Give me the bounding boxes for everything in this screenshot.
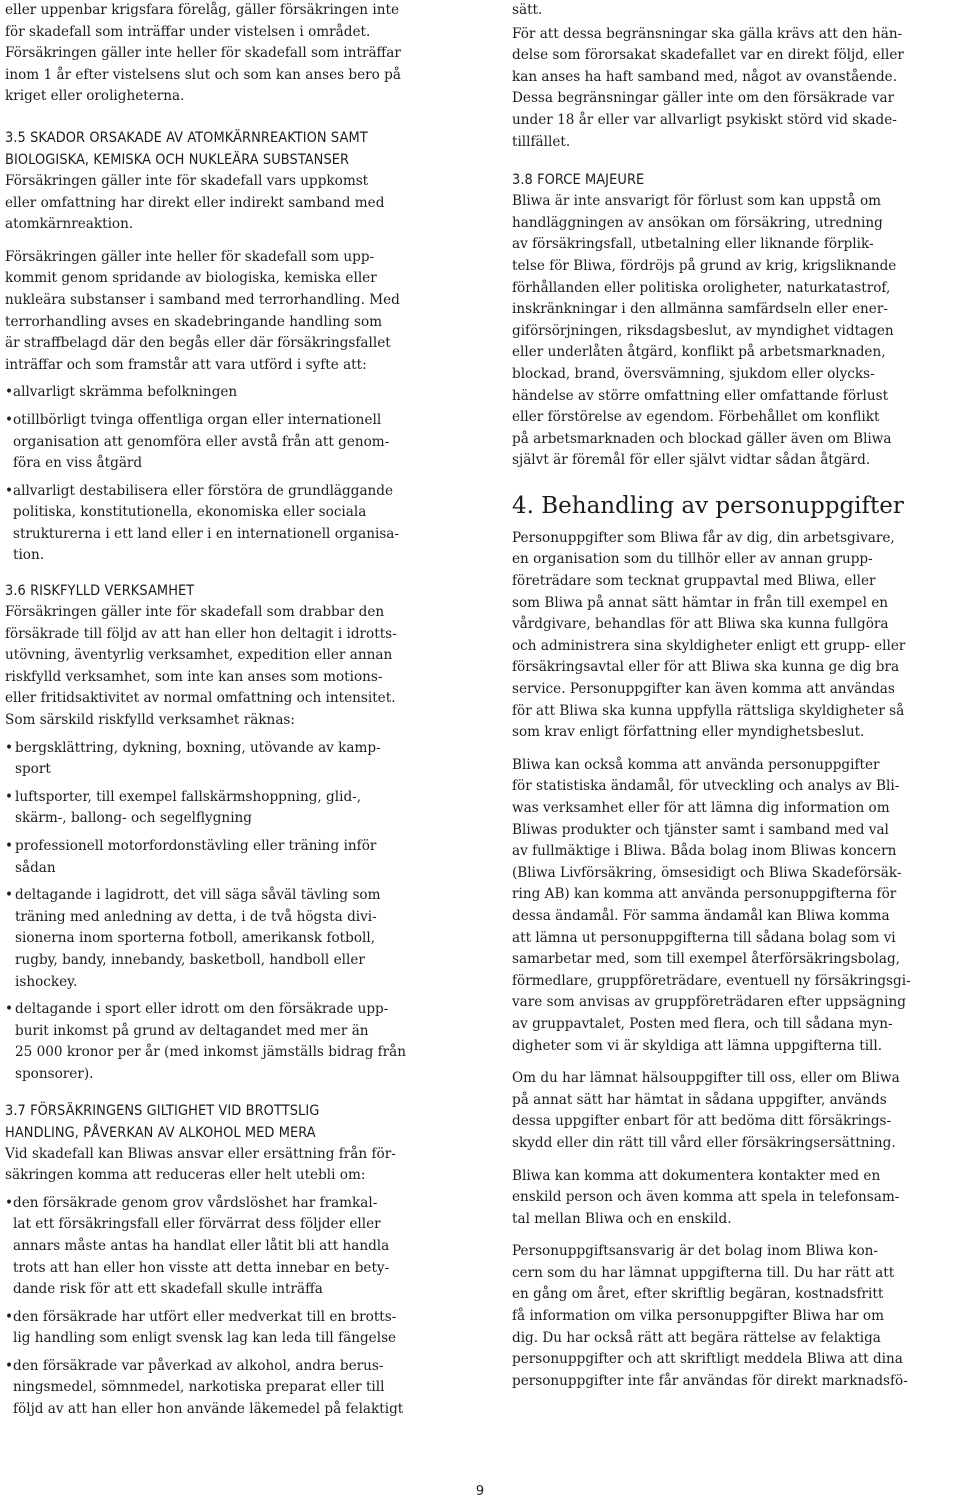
list-item: • luftsporter, till exempel fallskärmshoppning, glid-, skärm-, ballong- och segelflygning [5,787,467,830]
section-3-8-paragraph-1: Bliwa är inte ansvarigt för förlust som kan uppstå om handläggningen av ansökan om försäkring, utredning av försäkringsfall, utbetalning eller liknande förplik- telse för Bliwa, fördröjs på grund av krig, krigsliknande förhållanden eller politiska oroligheter, naturkatastrof, inskränkningar i den allmänna samfärdseln eller ener- giförsörjningen, riksdagsbeslut, av myndighet vidtagen eller underlåten åtgärd, konflikt på arbetsmarknaden, blockad, brand, översvämning, sjukdom eller olycks- händelse av större omfattning eller omfattande förlust eller förstörelse av egendom. Förbehållet om konflikt på arbetsmarknaden och blockad gäller även om Bliwa självt är föremål för eller självt vidtar sådan åtgärd. [512,193,897,469]
page-number: 9 [475,1484,485,1499]
list-item: • den försäkrade genom grov vårdslöshet har framkal- lat ett försäkringsfall eller förvärrat dess följder eller annars måste antas ha handlat eller låtit bli att handla trots att han eller hon visste att detta innebar en bety- dande risk för att ett skadefall skulle inträffa [5,1193,467,1301]
section-3-5-paragraph-1: Försäkringen gäller inte för skadefall vars uppkomst eller omfattning har direkt eller indirekt samband med atomkärnreaktion. [5,172,385,233]
list-item: • deltagande i sport eller idrott om den försäkrade upp- burit inkomst på grund av deltagandet med mer än 25 000 kronor per år (med inkomst jämställs bidrag från sponsorer). [5,999,467,1085]
list-item: • otillbörligt tvinga offentliga organ eller internationell organisation att genomföra eller avstå från att genom- föra en viss åtgärd [5,410,467,475]
list-item: • professionell motorfordonstävling eller träning inför sådan [5,836,467,879]
section-4-paragraph-1: Personuppgifter som Bliwa får av dig, din arbetsgivare, en organisation som du tillhör eller av annan grupp- företrädare som tecknat gruppavtal med Bliwa, eller som Bliwa på annat sätt hämtar in från till exempel en vårdgivare, behandlas för att Bliwa ska kunna fullgöra och administrera sina skyldigheter enligt ett grupp- eller försäkringsavtal eller för att Bliwa ska kunna ge dig bra service. Personuppgifter kan även komma att användas för att Bliwa ska kunna uppfylla rättsliga skyldigheter så som krav enligt författning eller myndighetsbeslut. [512,529,906,741]
list-item: • den försäkrade har utfört eller medverkat till en brotts- lig handling som enligt svensk lag kan leda till fängelse [5,1307,467,1350]
section-4-heading: 4. Behandling av personuppgifter [512,492,904,519]
list-item: • allvarligt destabilisera eller förstöra de grundläggande politiska, konstitutionella, ekonomiska eller sociala strukturerna i ett land eller i en internationell organisa- tion. [5,481,467,567]
limitations-paragraph: För att dessa begränsningar ska gälla krävs att den hän- delse som förorsakat skadefallet var en direkt följd, eller kan anses ha haft samband med, något av ovanstående. Dessa begränsningar gäller inte om den försäkrade var under 18 år eller var allvarligt psykiskt störd vid skade- tillfället. [512,25,904,150]
section-4-paragraph-4: Bliwa kan komma att dokumentera kontakter med en enskild person och även komma att spela in telefonsam- tal mellan Bliwa och en enskild. [512,1167,900,1227]
section-4-paragraph-5: Personuppgiftsansvarig är det bolag inom Bliwa kon- cern som du har lämnat uppgifterna till. Du har rätt att en gång om året, efter skriftlig begäran, kostnadsfritt få information om vilka personuppgifter Bliwa har om dig. Du har också rätt att begära rättelse av felaktiga personuppgifter och att skriftligt meddela Bliwa att dina personuppgifter inte får användas för direkt marknadsfö- [512,1243,908,1389]
section-3-5-heading: 3.5 SKADOR ORSAKADE AV ATOMKÄRNREAKTION SAMT BIOLOGISKA, KEMISKA OCH NUKLEÄRA SUBSTANSER [5,129,368,168]
continued-text: sätt. [512,2,543,18]
list-item: • den försäkrade var påverkad av alkohol, andra berus- ningsmedel, sömnmedel, narkotiska preparat eller till följd av att han eller hon använde läkemedel på felaktigt [5,1356,467,1421]
section-3-8-heading: 3.8 FORCE MAJEURE [512,172,645,189]
section-3-7-paragraph-1: Vid skadefall kan Bliwas ansvar eller ersättning från för- säkringen komma att reduceras eller helt utebli om: [5,1145,396,1184]
section-3-5-list [5,382,467,567]
list-item: • bergsklättring, dykning, boxning, utövande av kamp- sport [5,738,467,781]
left-column [5,0,467,1427]
section-4-paragraph-2: Bliwa kan också komma att använda personuppgifter för statistiska ändamål, för utveckling och analys av Bli- was verksamhet eller för att lämna dig information om Bliwas produkter och tjänster samt i samband med val av fullmäktige i Bliwa. Båda bolag inom Bliwas koncern (Bliwa Livförsäkring, ömsesidigt och Bliwa Skadeförsäk- ring AB) kan komma att använda personuppgifterna för dessa ändamål. För samma ändamål kan Bliwa komma att lämna ut personuppgifterna till sådana bolag som vi samarbetar med, som till exempel återförsäkringsbolag, förmedlare, gruppföreträdare, eventuell ny försäkringsgi- vare som anvisas av gruppföreträdaren efter uppsägning av gruppavtalet, Posten med flera, och till sådana myn- digheter som vi är skyldiga att lämna uppgifterna till. [512,756,911,1054]
list-item: • allvarligt skrämma befolkningen [5,382,467,404]
right-column [512,0,958,1403]
section-3-6-paragraph-1: Försäkringen gäller inte för skadefall som drabbar den försäkrade till följd av att han eller hon deltagit i idrotts- utövning, äventyrlig verksamhet, expedition eller annan riskfylld verksamhet, som inte kan anses som motions- eller fritidsaktivitet av normal omfattning och intensitet. Som särskild riskfylld verksamhet räknas: [5,604,397,729]
section-3-6-heading: 3.6 RISKFYLLD VERKSAMHET [5,583,195,600]
intro-paragraph: eller uppenbar krigsfara förelåg, gäller försäkringen inte för skadefall som inträffar under vistelsen i området. Försäkringen gäller inte heller för skadefall som inträffar inom 1 år efter vistelsens slut och som kan anses bero på kriget eller oroligheterna. [5,2,401,105]
section-4-paragraph-3: Om du har lämnat hälsouppgifter till oss, eller om Bliwa på annat sätt har hämtat in sådana uppgifter, används dessa uppgifter enbart för att bedöma ditt försäkrings- skydd eller din rätt till vård eller försäkringsersättning. [512,1070,900,1151]
section-3-6-list [5,738,467,1086]
section-3-5-paragraph-2: Försäkringen gäller inte heller för skadefall som upp- kommit genom spridande av biologiska, kemiska eller nukleära substanser i samband med terrorhandling. Med terrorhandling avses en skadebringande handling som är straffbelagd där den begås eller där försäkringsfallet inträffar och som framstår att vara utförd i syfte att: [5,248,400,373]
list-item: • deltagande i lagidrott, det vill säga såväl tävling som träning med anledning av detta, i de två högsta divi- sionerna inom sporterna fotboll, amerikansk fotboll, rugby, bandy, innebandy, basketboll, handboll eller ishockey. [5,885,467,993]
section-3-7-list [5,1193,467,1421]
section-3-7-heading: 3.7 FÖRSÄKRINGENS GILTIGHET VID BROTTSLIG HANDLING, PÅVERKAN AV ALKOHOL MED MERA [5,1102,320,1141]
